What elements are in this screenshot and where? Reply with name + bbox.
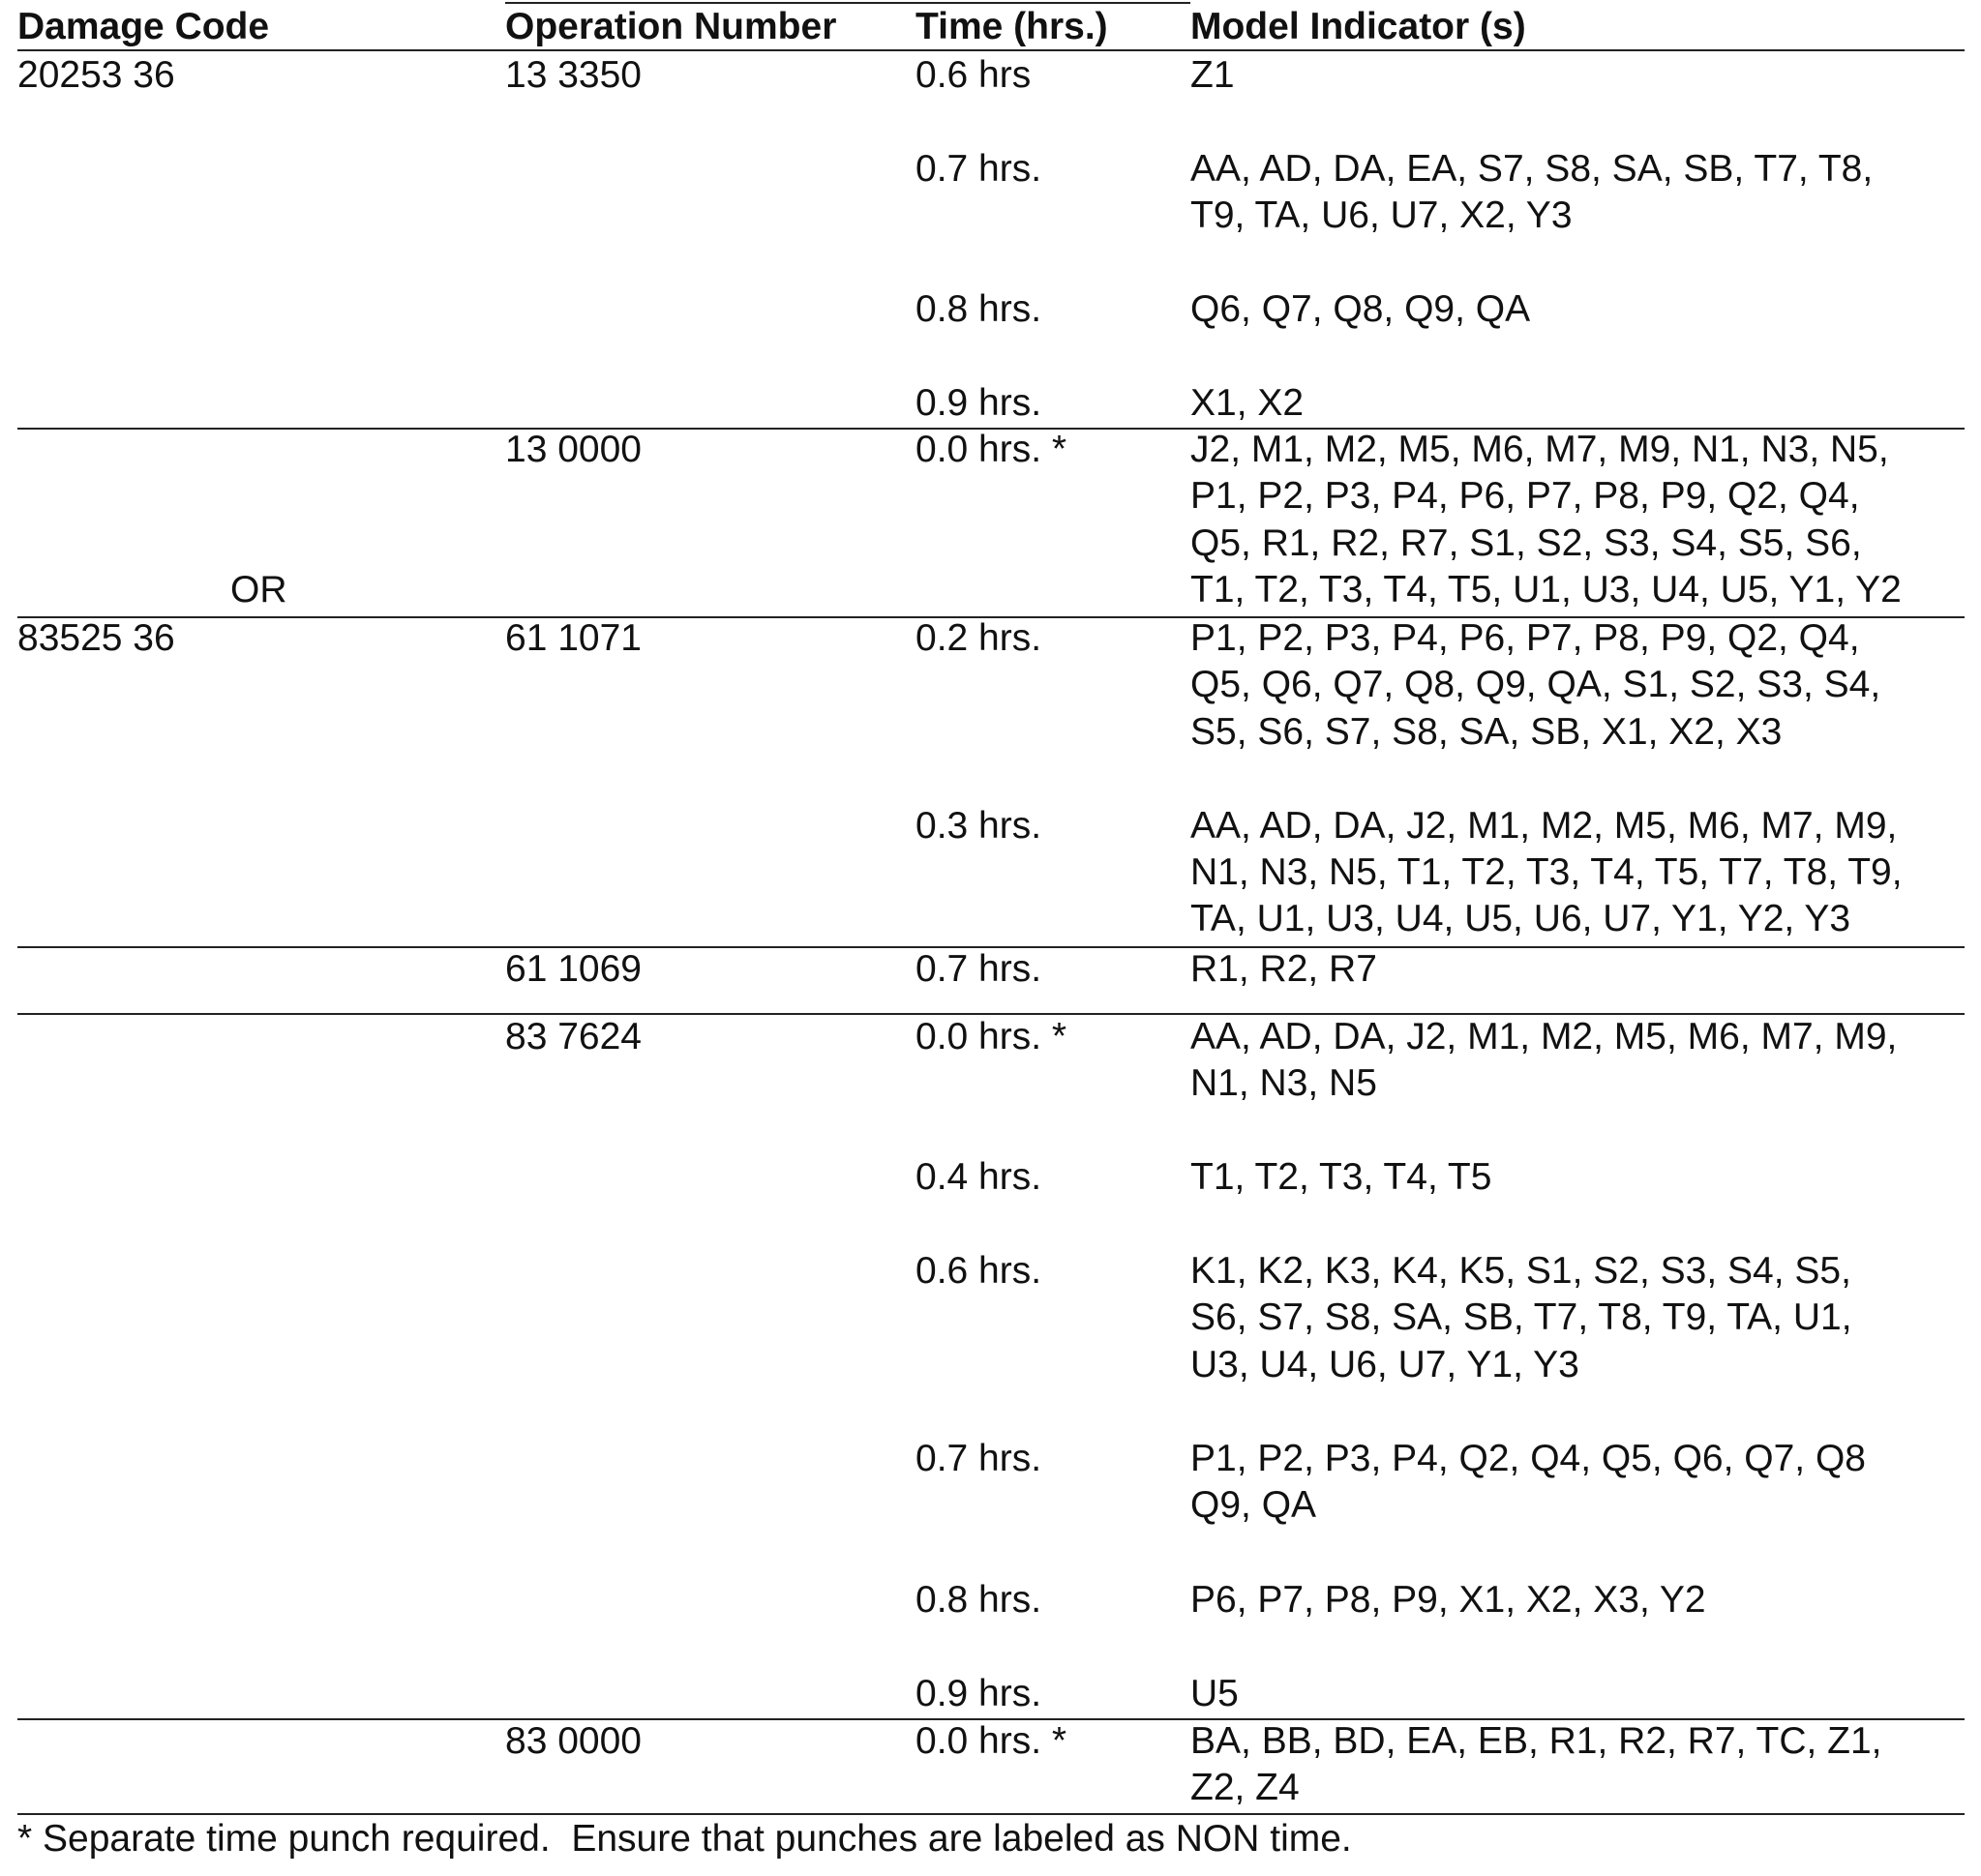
model-indicator-line: K1, K2, K3, K4, K5, S1, S2, S3, S4, S5, — [1190, 1250, 1851, 1292]
model-indicator-line: N1, N3, N5 — [1190, 1062, 1377, 1104]
time-value: 0.7 hrs. — [915, 148, 1042, 190]
model-indicator-line: P6, P7, P8, P9, X1, X2, X3, Y2 — [1190, 1579, 1706, 1621]
footnote: * Separate time punch required. Ensure that punches are labeled as NON time. — [17, 1818, 1352, 1860]
header-time: Time (hrs.) — [915, 6, 1108, 47]
model-indicator-line: N1, N3, N5, T1, T2, T3, T4, T5, T7, T8, T9, — [1190, 851, 1903, 893]
header-damage-code: Damage Code — [17, 6, 270, 47]
model-indicator-line: J2, M1, M2, M5, M6, M7, M9, N1, N3, N5, — [1190, 429, 1889, 470]
time-value: 0.7 hrs. — [915, 1438, 1042, 1479]
time-value: 0.4 hrs. — [915, 1156, 1042, 1198]
operation-number: 61 1069 — [505, 948, 642, 990]
header-bottom-rule — [17, 49, 1965, 51]
time-value: 0.8 hrs. — [915, 288, 1042, 330]
time-value: 0.7 hrs. — [915, 948, 1042, 990]
operation-number: 83 0000 — [505, 1720, 642, 1762]
time-value: 0.3 hrs. — [915, 805, 1042, 847]
time-value: 0.6 hrs. — [915, 1250, 1042, 1292]
time-value: 0.2 hrs. — [915, 617, 1042, 659]
model-indicator-line: Z2, Z4 — [1190, 1767, 1300, 1808]
header-operation-number: Operation Number — [505, 6, 837, 47]
model-indicator-line: AA, AD, DA, J2, M1, M2, M5, M6, M7, M9, — [1190, 1016, 1898, 1057]
model-indicator-line: TA, U1, U3, U4, U5, U6, U7, Y1, Y2, Y3 — [1190, 898, 1851, 939]
damage-code-second: 83525 36 — [17, 617, 175, 659]
header-top-rule — [505, 2, 1190, 4]
time-value: 0.0 hrs. * — [915, 1720, 1067, 1762]
damage-code-or: OR — [230, 569, 287, 610]
operation-number: 61 1071 — [505, 617, 642, 659]
time-value: 0.0 hrs. * — [915, 429, 1067, 470]
model-indicator-line: Z1 — [1190, 54, 1235, 96]
operation-number: 13 3350 — [505, 54, 642, 96]
operation-number: 13 0000 — [505, 429, 642, 470]
model-indicator-line: Q5, R1, R2, R7, S1, S2, S3, S4, S5, S6, — [1190, 522, 1862, 564]
model-indicator-line: T1, T2, T3, T4, T5 — [1190, 1156, 1492, 1198]
table-bottom-rule — [17, 1813, 1965, 1815]
model-indicator-line: BA, BB, BD, EA, EB, R1, R2, R7, TC, Z1, — [1190, 1720, 1882, 1762]
time-value: 0.9 hrs. — [915, 382, 1042, 424]
operation-number: 83 7624 — [505, 1016, 642, 1057]
model-indicator-line: P1, P2, P3, P4, P6, P7, P8, P9, Q2, Q4, — [1190, 617, 1860, 659]
model-indicator-line: P1, P2, P3, P4, P6, P7, P8, P9, Q2, Q4, — [1190, 475, 1860, 517]
model-indicator-line: P1, P2, P3, P4, Q2, Q4, Q5, Q6, Q7, Q8 — [1190, 1438, 1867, 1479]
model-indicator-line: T1, T2, T3, T4, T5, U1, U3, U4, U5, Y1, Y2 — [1190, 569, 1902, 610]
model-indicator-line: AA, AD, DA, EA, S7, S8, SA, SB, T7, T8, — [1190, 148, 1874, 190]
damage-code-first: 20253 36 — [17, 54, 175, 96]
model-indicator-line: X1, X2 — [1190, 382, 1305, 424]
model-indicator-line: S5, S6, S7, S8, SA, SB, X1, X2, X3 — [1190, 711, 1783, 753]
time-value: 0.9 hrs. — [915, 1673, 1042, 1714]
time-value: 0.0 hrs. * — [915, 1016, 1067, 1057]
model-indicator-line: R1, R2, R7 — [1190, 948, 1377, 990]
model-indicator-line: S6, S7, S8, SA, SB, T7, T8, T9, TA, U1, — [1190, 1296, 1852, 1338]
time-value: 0.6 hrs — [915, 54, 1032, 96]
header-model-indicators: Model Indicator (s) — [1190, 6, 1526, 47]
model-indicator-line: U5 — [1190, 1673, 1239, 1714]
model-indicator-line: Q9, QA — [1190, 1484, 1317, 1526]
time-value: 0.8 hrs. — [915, 1579, 1042, 1621]
model-indicator-line: Q6, Q7, Q8, Q9, QA — [1190, 288, 1531, 330]
model-indicator-line: U3, U4, U6, U7, Y1, Y3 — [1190, 1344, 1579, 1385]
model-indicator-line: AA, AD, DA, J2, M1, M2, M5, M6, M7, M9, — [1190, 805, 1898, 847]
model-indicator-line: T9, TA, U6, U7, X2, Y3 — [1190, 194, 1573, 236]
model-indicator-line: Q5, Q6, Q7, Q8, Q9, QA, S1, S2, S3, S4, — [1190, 664, 1881, 705]
